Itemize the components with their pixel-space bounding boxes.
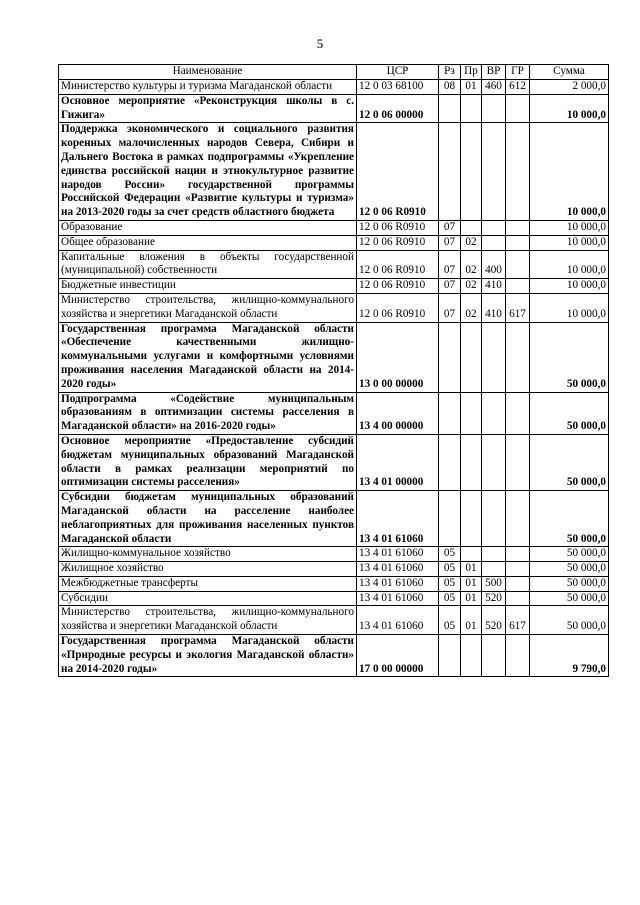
- cell-sum: 50 000,0: [530, 434, 609, 490]
- cell-pr: 02: [461, 250, 482, 279]
- cell-rz: 05: [439, 591, 461, 606]
- cell-vr: [482, 235, 506, 250]
- cell-vr: 520: [482, 606, 506, 635]
- header-csr: ЦСР: [357, 65, 439, 80]
- table-row: [59, 322, 609, 392]
- cell-gr: [506, 94, 530, 123]
- cell-csr: 17 0 00 00000: [357, 635, 439, 677]
- cell-csr: 12 0 06 R0910: [357, 250, 439, 279]
- cell-csr: 13 4 01 61060: [357, 562, 439, 577]
- cell-csr: 12 0 06 R0910: [357, 220, 439, 235]
- cell-rz: 07: [439, 279, 461, 294]
- cell-vr: [482, 220, 506, 235]
- cell-rz: 07: [439, 293, 461, 322]
- cell-pr: [461, 322, 482, 392]
- cell-sum: 50 000,0: [530, 591, 609, 606]
- cell-csr: 13 4 01 61060: [357, 591, 439, 606]
- cell-gr: [506, 591, 530, 606]
- cell-gr: [506, 434, 530, 490]
- table-row: [59, 635, 609, 677]
- cell-name: Министерство строительства, жилищно-коммунального хозяйства и энергетики Магаданской области: [59, 293, 357, 322]
- cell-pr: 02: [461, 235, 482, 250]
- cell-name: Общее образование: [59, 235, 357, 250]
- cell-pr: 02: [461, 279, 482, 294]
- cell-vr: [482, 123, 506, 221]
- cell-name: Субсидии бюджетам муниципальных образований Магаданской области на расселение наиболее неблагоприятных для проживания населенных пунктов Магаданской области: [59, 491, 357, 547]
- cell-rz: [439, 94, 461, 123]
- cell-vr: [482, 562, 506, 577]
- cell-rz: 05: [439, 562, 461, 577]
- cell-sum: 50 000,0: [530, 606, 609, 635]
- cell-sum: 50 000,0: [530, 547, 609, 562]
- table-row: [59, 250, 609, 279]
- cell-rz: [439, 491, 461, 547]
- cell-rz: 07: [439, 235, 461, 250]
- cell-name: Жилищно-коммунальное хозяйство: [59, 547, 357, 562]
- cell-gr: 612: [506, 80, 530, 95]
- cell-vr: [482, 322, 506, 392]
- cell-pr: [461, 635, 482, 677]
- cell-csr: 13 4 01 00000: [357, 434, 439, 490]
- cell-gr: [506, 220, 530, 235]
- cell-gr: [506, 635, 530, 677]
- cell-sum: 9 790,0: [530, 635, 609, 677]
- cell-rz: 08: [439, 80, 461, 95]
- cell-vr: 400: [482, 250, 506, 279]
- cell-gr: [506, 547, 530, 562]
- cell-pr: [461, 220, 482, 235]
- table-row: [59, 293, 609, 322]
- budget-table: [58, 64, 609, 677]
- cell-rz: [439, 123, 461, 221]
- cell-rz: [439, 635, 461, 677]
- cell-rz: 05: [439, 547, 461, 562]
- cell-rz: [439, 392, 461, 434]
- table-row: [59, 123, 609, 221]
- cell-sum: 10 000,0: [530, 123, 609, 221]
- cell-name: Министерство строительства, жилищно-коммунального хозяйства и энергетики Магаданской области: [59, 606, 357, 635]
- table-row: [59, 562, 609, 577]
- cell-csr: 12 0 06 R0910: [357, 235, 439, 250]
- cell-rz: 07: [439, 250, 461, 279]
- cell-name: Жилищное хозяйство: [59, 562, 357, 577]
- cell-gr: [506, 123, 530, 221]
- table-body: [59, 80, 609, 677]
- cell-sum: 10 000,0: [530, 235, 609, 250]
- cell-name: Основное мероприятие «Реконструкция школы в с. Гижига»: [59, 94, 357, 123]
- cell-rz: 05: [439, 606, 461, 635]
- cell-csr: 13 4 01 61060: [357, 491, 439, 547]
- cell-name: Межбюджетные трансферты: [59, 576, 357, 591]
- cell-vr: [482, 635, 506, 677]
- table-row: [59, 591, 609, 606]
- cell-sum: 50 000,0: [530, 576, 609, 591]
- cell-pr: 02: [461, 293, 482, 322]
- cell-pr: 01: [461, 606, 482, 635]
- table-row: [59, 576, 609, 591]
- cell-csr: 12 0 06 00000: [357, 94, 439, 123]
- cell-gr: 617: [506, 606, 530, 635]
- table-row: [59, 434, 609, 490]
- cell-gr: [506, 491, 530, 547]
- cell-sum: 2 000,0: [530, 80, 609, 95]
- cell-gr: [506, 392, 530, 434]
- header-vr: ВР: [482, 65, 506, 80]
- cell-sum: 10 000,0: [530, 94, 609, 123]
- cell-csr: 12 0 06 R0910: [357, 279, 439, 294]
- cell-csr: 13 0 00 00000: [357, 322, 439, 392]
- cell-csr: 13 4 01 61060: [357, 606, 439, 635]
- header-pr: Пр: [461, 65, 482, 80]
- cell-gr: [506, 562, 530, 577]
- cell-csr: 12 0 03 68100: [357, 80, 439, 95]
- header-rz: Рз: [439, 65, 461, 80]
- cell-sum: 50 000,0: [530, 392, 609, 434]
- cell-vr: 410: [482, 279, 506, 294]
- cell-pr: 01: [461, 80, 482, 95]
- table-row: [59, 491, 609, 547]
- cell-vr: [482, 491, 506, 547]
- cell-name: Министерство культуры и туризма Магаданской области: [59, 80, 357, 95]
- cell-sum: 50 000,0: [530, 491, 609, 547]
- cell-rz: [439, 434, 461, 490]
- cell-gr: [506, 576, 530, 591]
- cell-vr: [482, 434, 506, 490]
- cell-name: Государственная программа Магаданской области «Обеспечение качественными жилищно-коммунальными услугами и комфортными условиями проживания населения Магаданской области на 2014-2020 годы»: [59, 322, 357, 392]
- cell-gr: 617: [506, 293, 530, 322]
- cell-csr: 12 0 06 R0910: [357, 293, 439, 322]
- cell-name: Капитальные вложения в объекты государственной (муниципальной) собственности: [59, 250, 357, 279]
- cell-pr: [461, 434, 482, 490]
- cell-rz: 05: [439, 576, 461, 591]
- cell-csr: 13 4 00 00000: [357, 392, 439, 434]
- cell-pr: 01: [461, 576, 482, 591]
- page-number: 5: [316, 36, 324, 51]
- cell-vr: 520: [482, 591, 506, 606]
- cell-pr: [461, 491, 482, 547]
- cell-rz: [439, 322, 461, 392]
- table-row: [59, 547, 609, 562]
- header-name: Наименование: [59, 65, 357, 80]
- cell-name: Бюджетные инвестиции: [59, 279, 357, 294]
- cell-sum: 10 000,0: [530, 293, 609, 322]
- cell-pr: [461, 547, 482, 562]
- cell-name: Субсидии: [59, 591, 357, 606]
- cell-vr: [482, 392, 506, 434]
- cell-pr: 01: [461, 562, 482, 577]
- cell-pr: [461, 392, 482, 434]
- cell-name: Основное мероприятие «Предоставление субсидий бюджетам муниципальных образований Магаданской области в рамках реализации мероприятий по оптимизации системы расселения»: [59, 434, 357, 490]
- cell-sum: 10 000,0: [530, 279, 609, 294]
- cell-sum: 50 000,0: [530, 562, 609, 577]
- cell-csr: 12 0 06 R0910: [357, 123, 439, 221]
- cell-gr: [506, 322, 530, 392]
- cell-rz: 07: [439, 220, 461, 235]
- cell-gr: [506, 279, 530, 294]
- table-row: [59, 606, 609, 635]
- cell-name: Поддержка экономического и социального развития коренных малочисленных народов Севера, Сибири и Дальнего Востока в рамках подпрограммы «Укрепление единства российской нации и этнокультурное развитие народов России» государственной программы Российской Федерации «Развитие культуры и туризма» на 2013-2020 годы за счет средств областного бюджета: [59, 123, 357, 221]
- header-gr: ГР: [506, 65, 530, 80]
- cell-sum: 50 000,0: [530, 322, 609, 392]
- cell-vr: 500: [482, 576, 506, 591]
- cell-gr: [506, 250, 530, 279]
- cell-sum: 10 000,0: [530, 220, 609, 235]
- cell-csr: 13 4 01 61060: [357, 576, 439, 591]
- table-header-row: [59, 65, 609, 80]
- table-row: [59, 80, 609, 95]
- cell-name: Образование: [59, 220, 357, 235]
- table-row: [59, 279, 609, 294]
- cell-name: Государственная программа Магаданской области «Природные ресурсы и экология Магаданской области» на 2014-2020 годы»: [59, 635, 357, 677]
- cell-gr: [506, 235, 530, 250]
- cell-csr: 13 4 01 61060: [357, 547, 439, 562]
- cell-pr: 01: [461, 591, 482, 606]
- cell-name: Подпрограмма «Содействие муниципальным образованиям в оптимизации системы расселения в Магаданской области» на 2016-2020 годы»: [59, 392, 357, 434]
- cell-sum: 10 000,0: [530, 250, 609, 279]
- header-sum: Сумма: [530, 65, 609, 80]
- cell-pr: [461, 123, 482, 221]
- table-row: [59, 235, 609, 250]
- cell-vr: [482, 94, 506, 123]
- cell-vr: 410: [482, 293, 506, 322]
- cell-vr: [482, 547, 506, 562]
- table-row: [59, 220, 609, 235]
- table-row: [59, 94, 609, 123]
- table-row: [59, 392, 609, 434]
- cell-vr: 460: [482, 80, 506, 95]
- cell-pr: [461, 94, 482, 123]
